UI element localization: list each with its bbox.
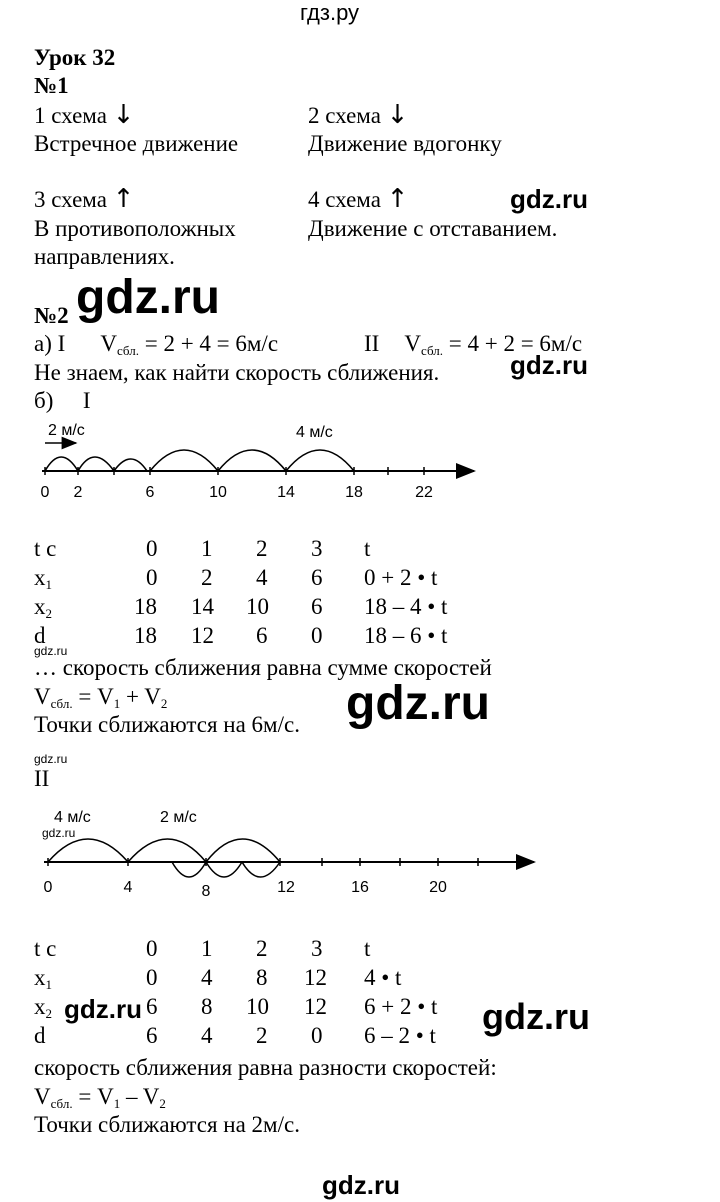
speed-label-left: 4 м/с bbox=[54, 809, 91, 826]
table-row-label: $x_2$ bbox=[34, 594, 52, 621]
table-cell: 4 • t bbox=[364, 965, 402, 990]
scheme-2-label: 2 схема bbox=[308, 103, 381, 128]
table-cell: 12 bbox=[304, 965, 327, 990]
speed-label-right: 4 м/с bbox=[296, 424, 333, 441]
scheme-3-label: 3 схема bbox=[34, 187, 107, 212]
table-cell: 18 – 4 • t bbox=[364, 594, 448, 619]
formula-1: $V_{сбл.} = V_1 + V_2$ bbox=[34, 684, 168, 711]
tick-label: 12 bbox=[277, 879, 295, 896]
arc-4ms bbox=[286, 450, 354, 471]
table-cell: 18 – 6 • t bbox=[364, 623, 448, 648]
table-cell: 0 bbox=[146, 936, 158, 961]
arc-2ms bbox=[78, 457, 114, 471]
task2-b-label: б) bbox=[34, 388, 54, 413]
footer-watermark: gdz.ru bbox=[322, 1170, 400, 1200]
watermark: gdz.ru bbox=[510, 350, 588, 380]
tick-label: 22 bbox=[415, 484, 433, 501]
arc-4ms bbox=[48, 839, 128, 862]
table-cell: 10 bbox=[246, 994, 269, 1019]
table-cell: 6 bbox=[311, 594, 323, 619]
scheme-2 bbox=[308, 100, 409, 130]
table-1 bbox=[34, 536, 534, 656]
table-cell: 0 bbox=[146, 565, 158, 590]
number-line-diagram-1 bbox=[34, 415, 484, 505]
watermark-large: gdz.ru bbox=[346, 677, 490, 730]
table-cell: 6 bbox=[311, 565, 323, 590]
scheme-3-desc-2: направлениях. bbox=[34, 244, 175, 269]
table-cell: 2 bbox=[256, 936, 268, 961]
scheme-4 bbox=[308, 184, 409, 214]
arc-4ms bbox=[218, 450, 286, 471]
scheme-3-desc-1: В противоположных bbox=[34, 216, 236, 241]
watermark-small: gdz.ru bbox=[34, 752, 68, 766]
arc-2ms bbox=[172, 862, 206, 877]
table-cell: 18 bbox=[134, 594, 157, 619]
arrow-up-icon: ↑ bbox=[112, 184, 135, 214]
table-cell: 6 – 2 • t bbox=[364, 1023, 436, 1048]
watermark-large: gdz.ru bbox=[76, 271, 220, 324]
scheme-4-label: 4 схема bbox=[308, 187, 381, 212]
table-cell: 8 bbox=[256, 965, 268, 990]
table-cell: 6 + 2 • t bbox=[364, 994, 438, 1019]
table-cell: 0 bbox=[146, 536, 158, 561]
scheme-3 bbox=[34, 184, 135, 214]
tick-label: 4 bbox=[123, 879, 133, 896]
page-header: гдз.ру bbox=[300, 0, 360, 25]
task2-unknown: Не знаем, как найти скорость сближения. bbox=[34, 360, 440, 385]
tick-label: 0 bbox=[43, 879, 53, 896]
tick-label: 0 bbox=[40, 484, 50, 501]
table-row-label: $x_1$ bbox=[34, 965, 52, 992]
arc-4ms bbox=[128, 839, 206, 862]
tick-label: 14 bbox=[277, 484, 295, 501]
table-cell: 0 bbox=[311, 623, 323, 648]
tick-label: 18 bbox=[345, 484, 363, 501]
velocity-symbol: V bbox=[404, 331, 422, 356]
tick-label: 6 bbox=[145, 484, 155, 501]
scheme-1 bbox=[34, 100, 135, 130]
tick-label: 2 bbox=[73, 484, 83, 501]
approach-2: Точки сближаются на 2м/с. bbox=[34, 1112, 300, 1137]
table-cell: 12 bbox=[191, 623, 214, 648]
scheme-4-desc: Движение с отставанием. bbox=[308, 216, 558, 241]
task2-b-line bbox=[34, 388, 91, 414]
arc-4ms bbox=[150, 450, 218, 471]
table-cell: 14 bbox=[191, 594, 214, 619]
arrow-down-icon: ↓ bbox=[112, 100, 135, 130]
tick-label: 16 bbox=[351, 879, 369, 896]
scheme-1-desc: Встречное движение bbox=[34, 131, 239, 156]
task2-a-expr1: = 2 + 4 = 6м/с bbox=[144, 331, 279, 356]
table-cell: t bbox=[364, 936, 371, 961]
watermark: gdz.ru bbox=[510, 184, 588, 214]
task2-a-expr2: = 4 + 2 = 6м/с bbox=[448, 331, 583, 356]
table-cell: 0 + 2 • t bbox=[364, 565, 438, 590]
table-cell: 6 bbox=[146, 1023, 158, 1048]
arc-2ms bbox=[242, 862, 280, 877]
conclusion-2: скорость сближения равна разности скоростей: bbox=[34, 1055, 497, 1080]
formula-2: $V_{сбл.} = V_1 - V_2$ bbox=[34, 1084, 166, 1111]
task2-a-II: II bbox=[364, 331, 380, 356]
table-cell: 12 bbox=[304, 994, 327, 1019]
speed-label-left: 2 м/с bbox=[48, 422, 85, 439]
lesson-title: Урок 32 bbox=[34, 45, 116, 70]
table-cell: 6 bbox=[256, 623, 268, 648]
table-cell: 0 bbox=[146, 965, 158, 990]
table-cell: 2 bbox=[256, 536, 268, 561]
scheme-2-desc: Движение вдогонку bbox=[308, 131, 502, 156]
table-cell: 1 bbox=[201, 936, 213, 961]
table-cell: 4 bbox=[201, 965, 213, 990]
tick-label: 20 bbox=[429, 879, 447, 896]
table-cell: 4 bbox=[256, 565, 268, 590]
arc-2ms bbox=[206, 862, 242, 877]
conclusion-1: … скорость сближения равна сумме скоростей bbox=[34, 655, 492, 680]
table-cell: 2 bbox=[201, 565, 213, 590]
table-row-label: d bbox=[34, 1023, 46, 1048]
table-row-label: $x_1$ bbox=[34, 565, 52, 592]
table-cell: 3 bbox=[311, 536, 323, 561]
table-cell: 18 bbox=[134, 623, 157, 648]
table-cell: 1 bbox=[201, 536, 213, 561]
arc-4ms bbox=[206, 839, 280, 862]
velocity-sub: сбл. bbox=[421, 343, 444, 358]
table-row-label: t с bbox=[34, 936, 57, 961]
number-line-diagram-2 bbox=[34, 800, 544, 910]
table-cell: 0 bbox=[311, 1023, 323, 1048]
table-cell: 3 bbox=[311, 936, 323, 961]
speed-label-right: 2 м/с bbox=[160, 809, 197, 826]
watermark-small: gdz.ru bbox=[42, 826, 76, 840]
part-II-label: II bbox=[34, 766, 50, 791]
table-cell: 10 bbox=[246, 594, 269, 619]
arc-2ms bbox=[45, 457, 78, 471]
velocity-symbol: V bbox=[100, 331, 117, 356]
task2-a-label: а) I bbox=[34, 331, 66, 356]
task2-b-I: I bbox=[82, 388, 91, 413]
task2-a-line bbox=[34, 331, 278, 357]
arc-2ms bbox=[114, 459, 147, 471]
watermark-medium: gdz.ru bbox=[482, 996, 590, 1037]
table-cell: 6 bbox=[146, 994, 158, 1019]
table-cell: 2 bbox=[256, 1023, 268, 1048]
task2-number: №2 bbox=[34, 303, 69, 328]
arrow-up-icon: ↑ bbox=[386, 184, 409, 214]
task1-number: №1 bbox=[34, 73, 69, 98]
table-cell: 8 bbox=[201, 994, 213, 1019]
arrow-down-icon: ↓ bbox=[386, 100, 409, 130]
tick-label: 10 bbox=[209, 484, 227, 501]
scheme-1-label: 1 схема bbox=[34, 103, 107, 128]
table-cell: t bbox=[364, 536, 371, 561]
table-row-label: $x_2$ bbox=[34, 994, 52, 1021]
velocity-sub: сбл. bbox=[117, 343, 139, 358]
table-row-label: t с bbox=[34, 536, 57, 561]
table-row-label: d bbox=[34, 623, 46, 648]
tick-label: 8 bbox=[201, 883, 211, 900]
watermark-small: gdz.ru bbox=[34, 644, 68, 658]
approach-1: Точки сближаются на 6м/с. bbox=[34, 712, 300, 737]
watermark: gdz.ru bbox=[64, 994, 142, 1024]
table-cell: 4 bbox=[201, 1023, 213, 1048]
